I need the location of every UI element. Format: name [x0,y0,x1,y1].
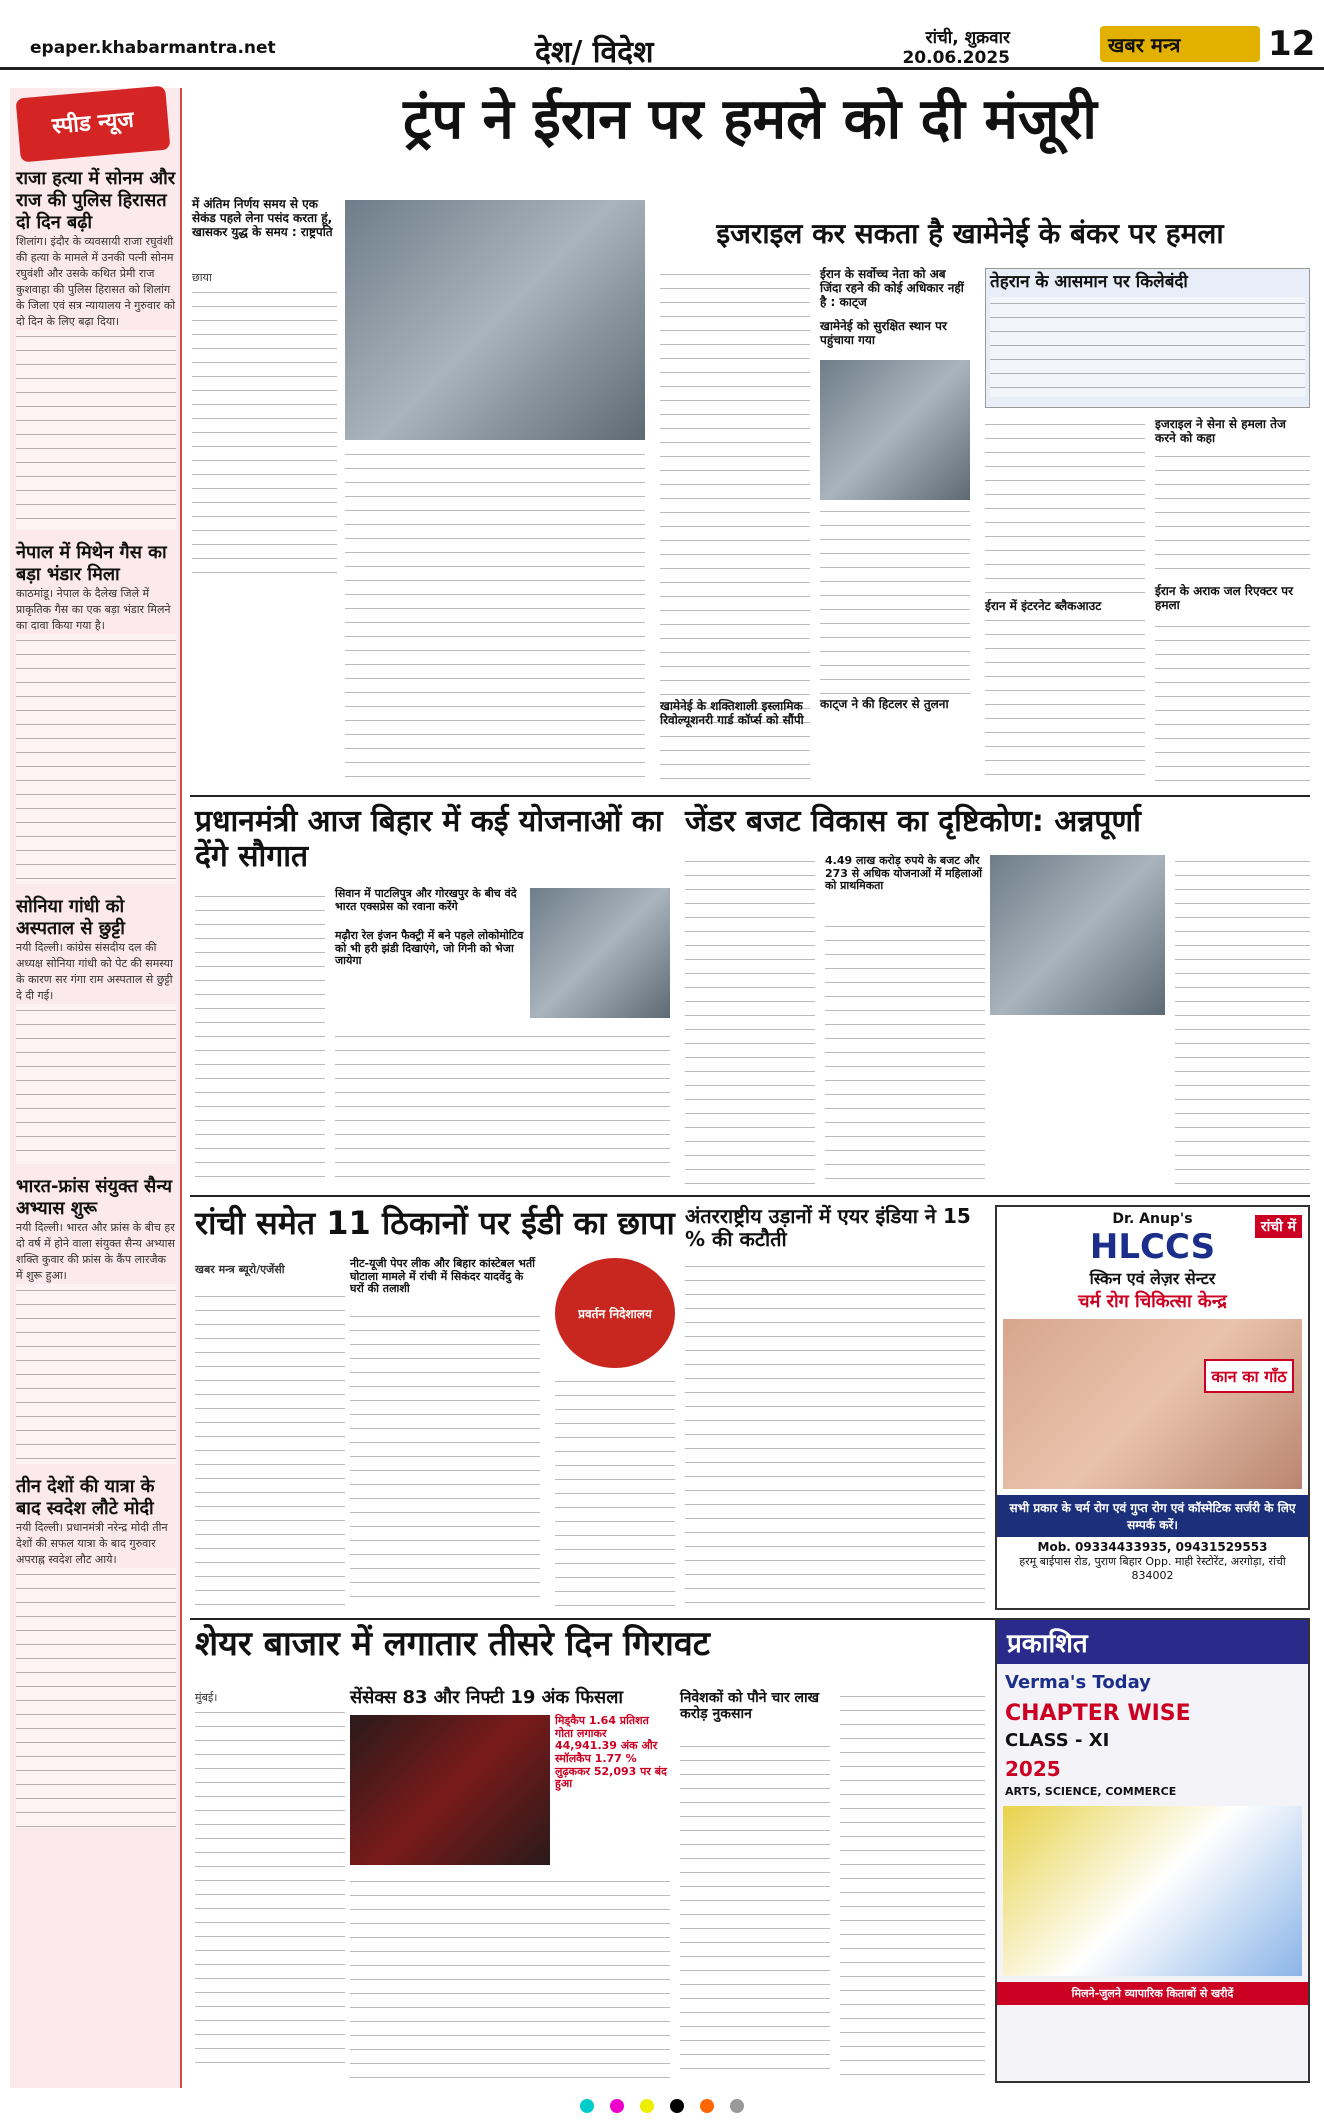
ear-photo [1003,1319,1302,1489]
left-story-body: नयी दिल्ली। भारत और फ्रांस के बीच हर दो वर्ष में होने वाला संयुक्त सैन्य अभ्यास शक्ति कुवार की फ्रांस के कैंप लारजैक में शुरू हुआ। [16,1221,175,1282]
ed-text-1 [195,1290,345,1610]
gender-text-2 [825,920,985,1190]
bihar-bullet-1: सिवान में पाटलिपुत्र और गोरखपुर के बीच वंदे भारत एक्सप्रेस को रवाना करेंगे [335,887,517,913]
ed-seal-logo [555,1258,675,1368]
registration-bar [0,2088,1324,2125]
trump-story-text [192,270,337,590]
market-text-2 [350,1875,670,2080]
left-story-title: तीन देशों की यात्रा के बाद स्वदेश लौटे मोदी [16,1476,155,1519]
market-text-3 [680,1740,830,2080]
khamenei-text [820,505,970,695]
left-story-body: नयी दिल्ली। कांग्रेस संसदीय दल की अध्यक्ष सोनिया गांधी को पेट की समस्या के कारण सर गंगा राम अस्पताल से छुट्टी दे दी गई। [16,941,173,1002]
ed-headline: रांची समेत 11 ठिकानों पर ईडी का छापा [195,1204,675,1242]
left-story [16,1176,176,1464]
main-headline: ट्रंप ने ईरान पर हमले को दी मंजूरी [403,87,1097,152]
trump-quote: में अंतिम निर्णय समय से एक सेकंड पहले लेना पसंद करता हूं, खासकर युद्ध के समय : राष्ट्रपति [192,197,333,239]
page-number: 12 [1268,24,1316,64]
midcap-loss: मिड्कैप 1.64 प्रतिशत गोता लगाकर 44,941.39 अंक और स्मॉलकैप 1.77 % लुढ़ककर 52,093 पर बंद हुआ [555,1714,667,1791]
market-headline: शेयर बाजार में लगातार तीसरे दिन गिरावट [195,1624,710,1664]
israel-army-sub: इजराइल ने सेना से हमला तेज करने को कहा [1155,417,1286,445]
irgc-sub: खामेनेई के शक्तिशाली इस्लामिक रिवोल्यूशनरी गार्ड कॉर्प्स को सौंपी [660,699,804,727]
ed-text-3 [555,1375,675,1610]
trump-photo [345,200,645,440]
brand-logo [1100,26,1260,62]
ad-mobile[interactable]: Mob. 09334433935, 09431529553 [1037,1540,1268,1554]
katz-hitler: काट्ज ने की हिटलर से तुलना [820,697,949,711]
clinic-name: स्किन एवं लेज़र सेन्टर [1089,1269,1216,1288]
gender-bullet: 4.49 लाख करोड़ रुपये के बजट और 273 से अधिक योजनाओं में महिलाओं को प्राथमिकता [825,854,982,893]
left-story-title: राजा हत्या में सोनम और राज की पुलिस हिरासत दो दिन बढ़ी [16,168,176,233]
ed-seal-text: प्रवर्तन निदेशालय [578,1306,652,1321]
left-story-body: नयी दिल्ली। प्रधानमंत्री नरेन्द्र मोदी तीन देशों की सफल यात्रा के बाद गुरुवार अपराह्न स्वदेश लौट आये। [16,1521,168,1566]
ad-address: हरमू बाईपास रोड, पुराण बिहार Opp. माही रेस्टोरेंट, अरगोड़ा, रांची 834002 [1019,1555,1286,1582]
ad-offer: सभी प्रकार के चर्म रोग एवं गुप्त रोग एवं कॉस्मेटिक सर्जरी के लिए सम्पर्क करें। [997,1495,1308,1537]
bihar-headline: प्रधानमंत्री आज बिहार में कई योजनाओं का देंगे सौगात [195,804,663,874]
gender-text-3 [1175,855,1310,1190]
khamenei-quote: खामेनेई को सुरक्षित स्थान पर पहुंचाया गया [820,319,947,347]
left-story [16,1476,176,1828]
left-story-body: काठमांडू। नेपाल के दैलेख जिले में प्राकृतिक गैस का एक बड़ा भंडार मिलने का दावा किया गया है। [16,587,171,632]
tehran-headline: तेहरान के आसमान पर किलेबंदी [990,272,1188,292]
dateline: छाया [192,271,212,284]
clinic-kendra: चर्म रोग चिकित्सा केन्द्र [1078,1291,1227,1312]
market-dateline: मुंबई। [195,1691,218,1704]
issue-date: 20.06.2025 [902,48,1010,68]
left-story [16,168,176,530]
book-class: CLASS - XI [1005,1730,1110,1751]
hlccs-name: HLCCS [1089,1227,1216,1267]
book-covers [1003,1806,1302,1976]
katz-quote: ईरान के सर्वोच्च नेता को अब जिंदा रहने की कोई अधिकार नहीं है : काट्ज [820,267,964,309]
airindia-text [685,1260,985,1610]
hlccs-ad[interactable] [995,1205,1310,1610]
market-text-4 [840,1690,985,2080]
speed-news-badge: स्पीड न्यूज [15,86,170,163]
left-story-title: नेपाल में मिथेन गैस का बड़ा भंडार मिला [16,542,167,585]
left-story [16,542,176,884]
airindia-headline: अंतरराष्ट्रीय उड़ानों में एयर इंडिया ने 15 % की कटौती [685,1204,971,1251]
prakashit-ad[interactable] [995,1618,1310,2083]
bihar-bullet-2: मढ़ौरा रेल इंजन फैक्ट्री में बने पहले लोकोमोटिव को भी हरी झंडी दिखाएंगे, जो गिनी को भेजा जायेगा [335,929,524,968]
left-story [16,896,176,1164]
left-story-title: भारत-फ्रांस संयुक्त सैन्य अभ्यास शुरू [16,1176,173,1219]
bihar-text-2 [335,1030,670,1190]
internet-sub: ईरान में इंटरनेट ब्लैकआउट [985,600,1145,614]
city-badge: रांची में [1255,1215,1302,1238]
brand-name: खबर मन्त्र [1108,32,1181,57]
annapurna-photo [990,855,1165,1015]
ed-text-2 [350,1310,540,1610]
book-order: मिलने-जुलने व्यापारिक किताबों से खरीदें [997,1982,1308,2005]
book-year: 2025 [1005,1757,1061,1781]
ed-bullet: नीट-यूजी पेपर लीक और बिहार कांस्टेबल भर्ती घोटाला मामले में रांची में सिकंदर यादवेंदु के घरों की तलाशी [350,1257,535,1296]
bihar-text [195,890,325,1190]
arak-sub: ईरान के अराक जल रिएक्टर पर हमला [1155,584,1293,612]
gender-text-1 [685,855,815,1190]
investor-loss-sub: निवेशकों को पौने चार लाख करोड़ नुकसान [680,1690,820,1723]
dateline-box [830,28,1010,68]
prakashit-title: प्रकाशित [997,1620,1308,1664]
main-subheadline: इजराइल कर सकता है खामेनेई के बंकर पर हमला [716,217,1224,250]
tehran-box [985,268,1310,408]
market-text-1 [195,1690,345,2080]
gender-headline: जेंडर बजट विकास का दृष्टिकोण: अन्नपूर्णा [685,804,1141,839]
kaan-label: कान का गाँठ [1204,1359,1294,1393]
left-story-body: शिलांग। इंदौर के व्यवसायी राजा रघुवंशी की हत्या के मामले में उनकी पत्नी सोनम रघुवंशी और उसके कथित प्रेमी राज कुशवाहा की पुलिस हिरासत को शिलांग के जिला एवं सत्र न्यायालय ने गुरुवार को दो दिन के लिए बढ़ा दिया। [16,235,176,328]
tehran-col-c [1155,620,1310,788]
left-story-title: सोनिया गांधी को अस्पताल से छुट्टी [16,896,125,939]
trump-story-cont [345,448,645,788]
place-day: रांची, शुक्रवार [925,28,1010,48]
section-title: देश/ विदेश [535,35,654,70]
market-chart-photo [350,1715,550,1865]
market-subheadline: सेंसेक्स 83 और निफ्टी 19 अंक फिसला [350,1687,624,1708]
modi-photo [530,888,670,1018]
book-brand: Verma's Today [1005,1672,1151,1693]
site-url[interactable]: epaper.khabarmantra.net [30,38,276,58]
book-subjects: ARTS, SCIENCE, COMMERCE [1005,1785,1177,1798]
doctor-name: Dr. Anup's [1112,1211,1193,1227]
tehran-col-b [1155,450,1310,580]
khamenei-photo [820,360,970,500]
book-title: CHAPTER WISE [1005,1701,1191,1726]
ed-byline: खबर मन्त्र ब्यूरो/एजेंसी [195,1263,285,1276]
left-news-list [16,168,176,1828]
